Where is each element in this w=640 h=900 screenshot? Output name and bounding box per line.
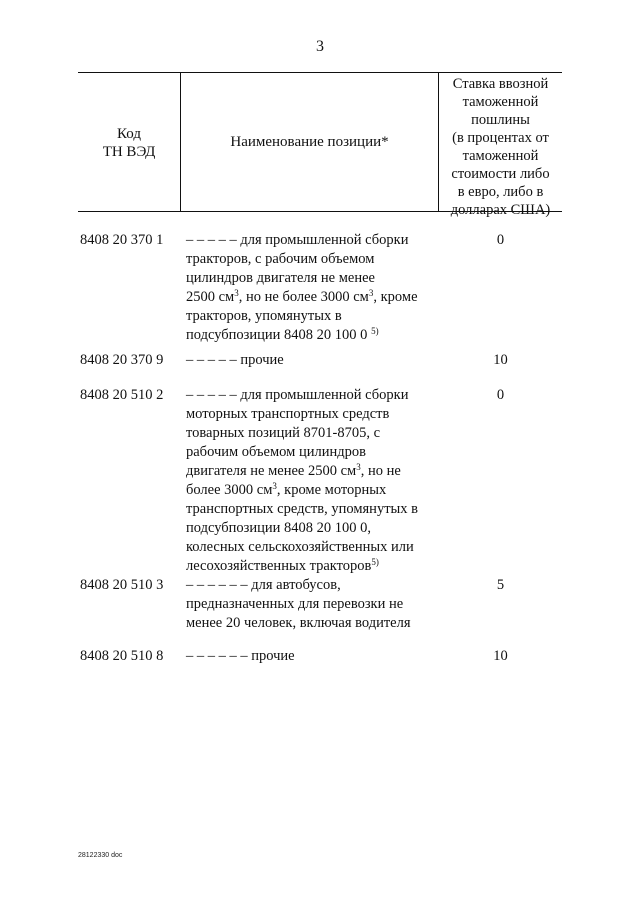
description-line	[186, 557, 434, 576]
description-line	[186, 288, 434, 307]
description-text: 2500 см	[186, 289, 235, 305]
description-line: тракторов, с рабочим объемом	[186, 251, 375, 267]
superscript: 3	[368, 288, 374, 298]
header-rate-line: пошлины	[471, 112, 530, 128]
header-code-line: Код	[117, 126, 141, 142]
footnote-ref: 5)	[371, 326, 379, 336]
description-line	[186, 462, 434, 481]
page-number: 3	[316, 38, 324, 55]
description-text: , кроме моторных	[276, 482, 387, 498]
description-line: транспортных средств, упомянутых в	[186, 501, 418, 517]
description-line: тракторов, упомянутых в	[186, 308, 342, 324]
row-description	[186, 647, 434, 666]
description-text: лесохозяйственных тракторов	[186, 558, 372, 574]
header-rate-line: в евро, либо в	[457, 184, 544, 200]
description-text: подсубпозиции 8408 20 100 0	[186, 327, 368, 343]
description-line: цилиндров двигателя не менее	[186, 270, 375, 286]
row-rate: 0	[496, 232, 505, 248]
row-description	[186, 231, 434, 345]
header-rate-line: (в процентах от	[452, 130, 549, 146]
description-line: моторных транспортных средств	[186, 406, 390, 422]
description-text: , но не	[360, 463, 401, 479]
row-code: 8408 20 510 3	[80, 577, 164, 593]
row-code: 8408 20 370 9	[80, 352, 164, 368]
superscript: 3	[356, 462, 361, 472]
header-rate-line: Ставка ввозной	[452, 76, 549, 92]
row-rate: 10	[493, 648, 508, 664]
table-header	[78, 72, 562, 218]
header-rate-line: стоимости либо	[451, 166, 550, 182]
description-line: – – – – – для промышленной сборки	[186, 387, 409, 403]
header-rate-line: таможенной	[462, 94, 539, 110]
header-rate-line: таможенной	[462, 148, 539, 164]
row-code: 8408 20 510 2	[80, 387, 164, 403]
row-code: 8408 20 510 8	[80, 648, 164, 664]
header-rate	[439, 75, 562, 219]
footnote-ref: 5)	[371, 557, 379, 567]
description-line: – – – – – для промышленной сборки	[186, 232, 409, 248]
row-description	[186, 386, 434, 576]
description-text: , кроме	[373, 289, 418, 305]
description-line: колесных сельскохозяйственных или	[186, 539, 414, 555]
superscript: 3	[234, 288, 239, 298]
description-line: товарных позиций 8701-8705, с	[186, 425, 381, 441]
description-line	[186, 481, 434, 500]
header-rate-line: долларах США)	[450, 202, 551, 218]
row-description	[186, 576, 434, 633]
description-line: предназначенных для перевозки не	[186, 596, 404, 612]
row-rate: 0	[496, 387, 505, 403]
header-code	[78, 125, 180, 161]
row-rate: 10	[493, 352, 508, 368]
header-name: Наименование позиции*	[230, 134, 389, 150]
description-line: рабочим объемом цилиндров	[186, 444, 366, 460]
document-footer: 28122330 doc	[78, 852, 123, 859]
row-description	[186, 351, 434, 370]
description-line: менее 20 человек, включая водителя	[186, 615, 411, 631]
description-line: подсубпозиции 8408 20 100 0,	[186, 520, 372, 536]
superscript: 3	[272, 481, 277, 491]
description-line	[186, 326, 434, 345]
description-text: более 3000 см	[186, 482, 273, 498]
description-text: двигателя не менее 2500 см	[186, 463, 357, 479]
row-rate: 5	[496, 577, 505, 593]
description-line: – – – – – – прочие	[186, 648, 295, 664]
header-code-line: ТН ВЭД	[102, 144, 156, 160]
description-line: – – – – – – для автобусов,	[186, 577, 341, 593]
row-code: 8408 20 370 1	[80, 232, 164, 248]
description-text: , но не более 3000 см	[238, 289, 369, 305]
description-line: – – – – – прочие	[186, 352, 284, 368]
